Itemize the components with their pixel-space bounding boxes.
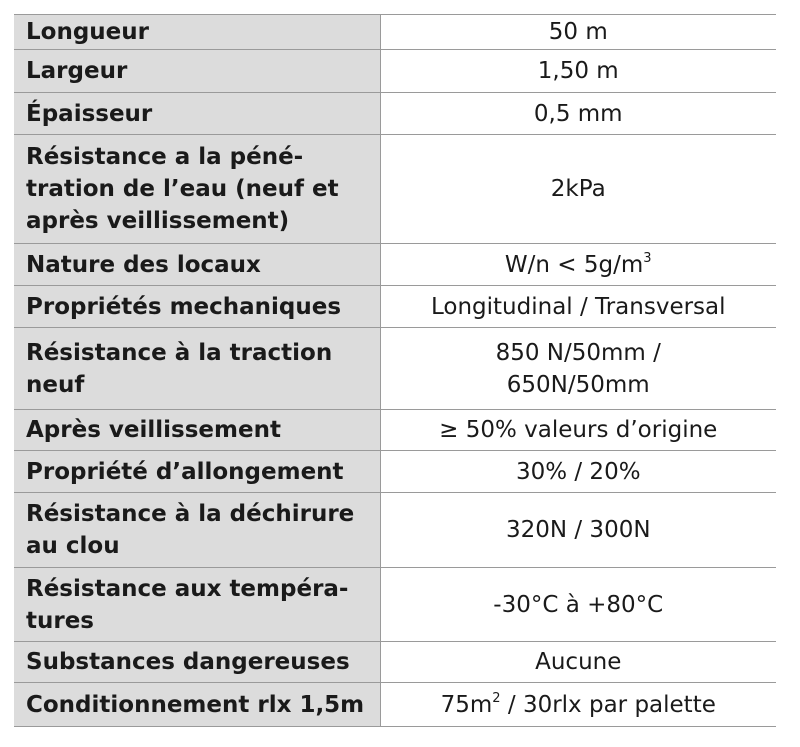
row-label: Propriété d’allongement (14, 451, 380, 493)
superscript: 3 (643, 250, 652, 266)
superscript: 2 (492, 690, 501, 706)
spec-table (14, 14, 776, 727)
label-line: neuf (26, 371, 85, 398)
label-line: tures (26, 607, 95, 634)
label-line: Résistance à la déchirure (26, 501, 355, 527)
value-line: 650N/50mm (506, 371, 650, 398)
table-row (14, 568, 776, 642)
label-line: au clou (26, 533, 120, 559)
row-value: 0,5 mm (380, 93, 776, 135)
row-label: Longueur (14, 15, 380, 50)
row-label (14, 493, 380, 568)
label-line: Résistance à la traction (26, 339, 333, 366)
value-line: 850 N/50mm / (495, 339, 661, 366)
row-value: 30% / 20% (380, 451, 776, 493)
row-value: 2kPa (380, 135, 776, 244)
row-label: Après veillissement (14, 410, 380, 451)
row-label: Conditionnement rlx 1,5m (14, 683, 380, 727)
label-line: Résistance aux tempéra- (26, 575, 349, 602)
table-row (14, 683, 776, 727)
table-row (14, 286, 776, 328)
row-label: Largeur (14, 50, 380, 93)
table-row (14, 328, 776, 410)
row-value: Aucune (380, 642, 776, 683)
label-line: tration de l’eau (neuf et (26, 176, 339, 202)
value-text: 75m (440, 691, 493, 718)
row-label (14, 135, 380, 244)
row-value: Longitudinal / Transversal (380, 286, 776, 328)
label-line: Résistance a la péné- (26, 144, 304, 170)
value-text: W/n < 5g/m (504, 251, 644, 278)
row-value (380, 328, 776, 410)
table-row (14, 15, 776, 50)
row-label: Épaisseur (14, 93, 380, 135)
value-text: / 30rlx par palette (500, 691, 716, 718)
row-value: 1,50 m (380, 50, 776, 93)
row-label: Propriétés mechaniques (14, 286, 380, 328)
table-row (14, 410, 776, 451)
row-label: Nature des locaux (14, 244, 380, 286)
row-value: -30°C à +80°C (380, 568, 776, 642)
label-line: après veillissement) (26, 208, 290, 234)
table-row (14, 244, 776, 286)
row-label: Substances dangereuses (14, 642, 380, 683)
table-row (14, 50, 776, 93)
table-row (14, 93, 776, 135)
row-value: 50 m (380, 15, 776, 50)
row-value: ≥ 50% valeurs d’origine (380, 410, 776, 451)
row-value (380, 244, 776, 286)
table-row (14, 135, 776, 244)
row-value: 320N / 300N (380, 493, 776, 568)
table-row (14, 642, 776, 683)
table-row (14, 451, 776, 493)
row-label (14, 328, 380, 410)
row-value (380, 683, 776, 727)
row-label (14, 568, 380, 642)
table-row (14, 493, 776, 568)
